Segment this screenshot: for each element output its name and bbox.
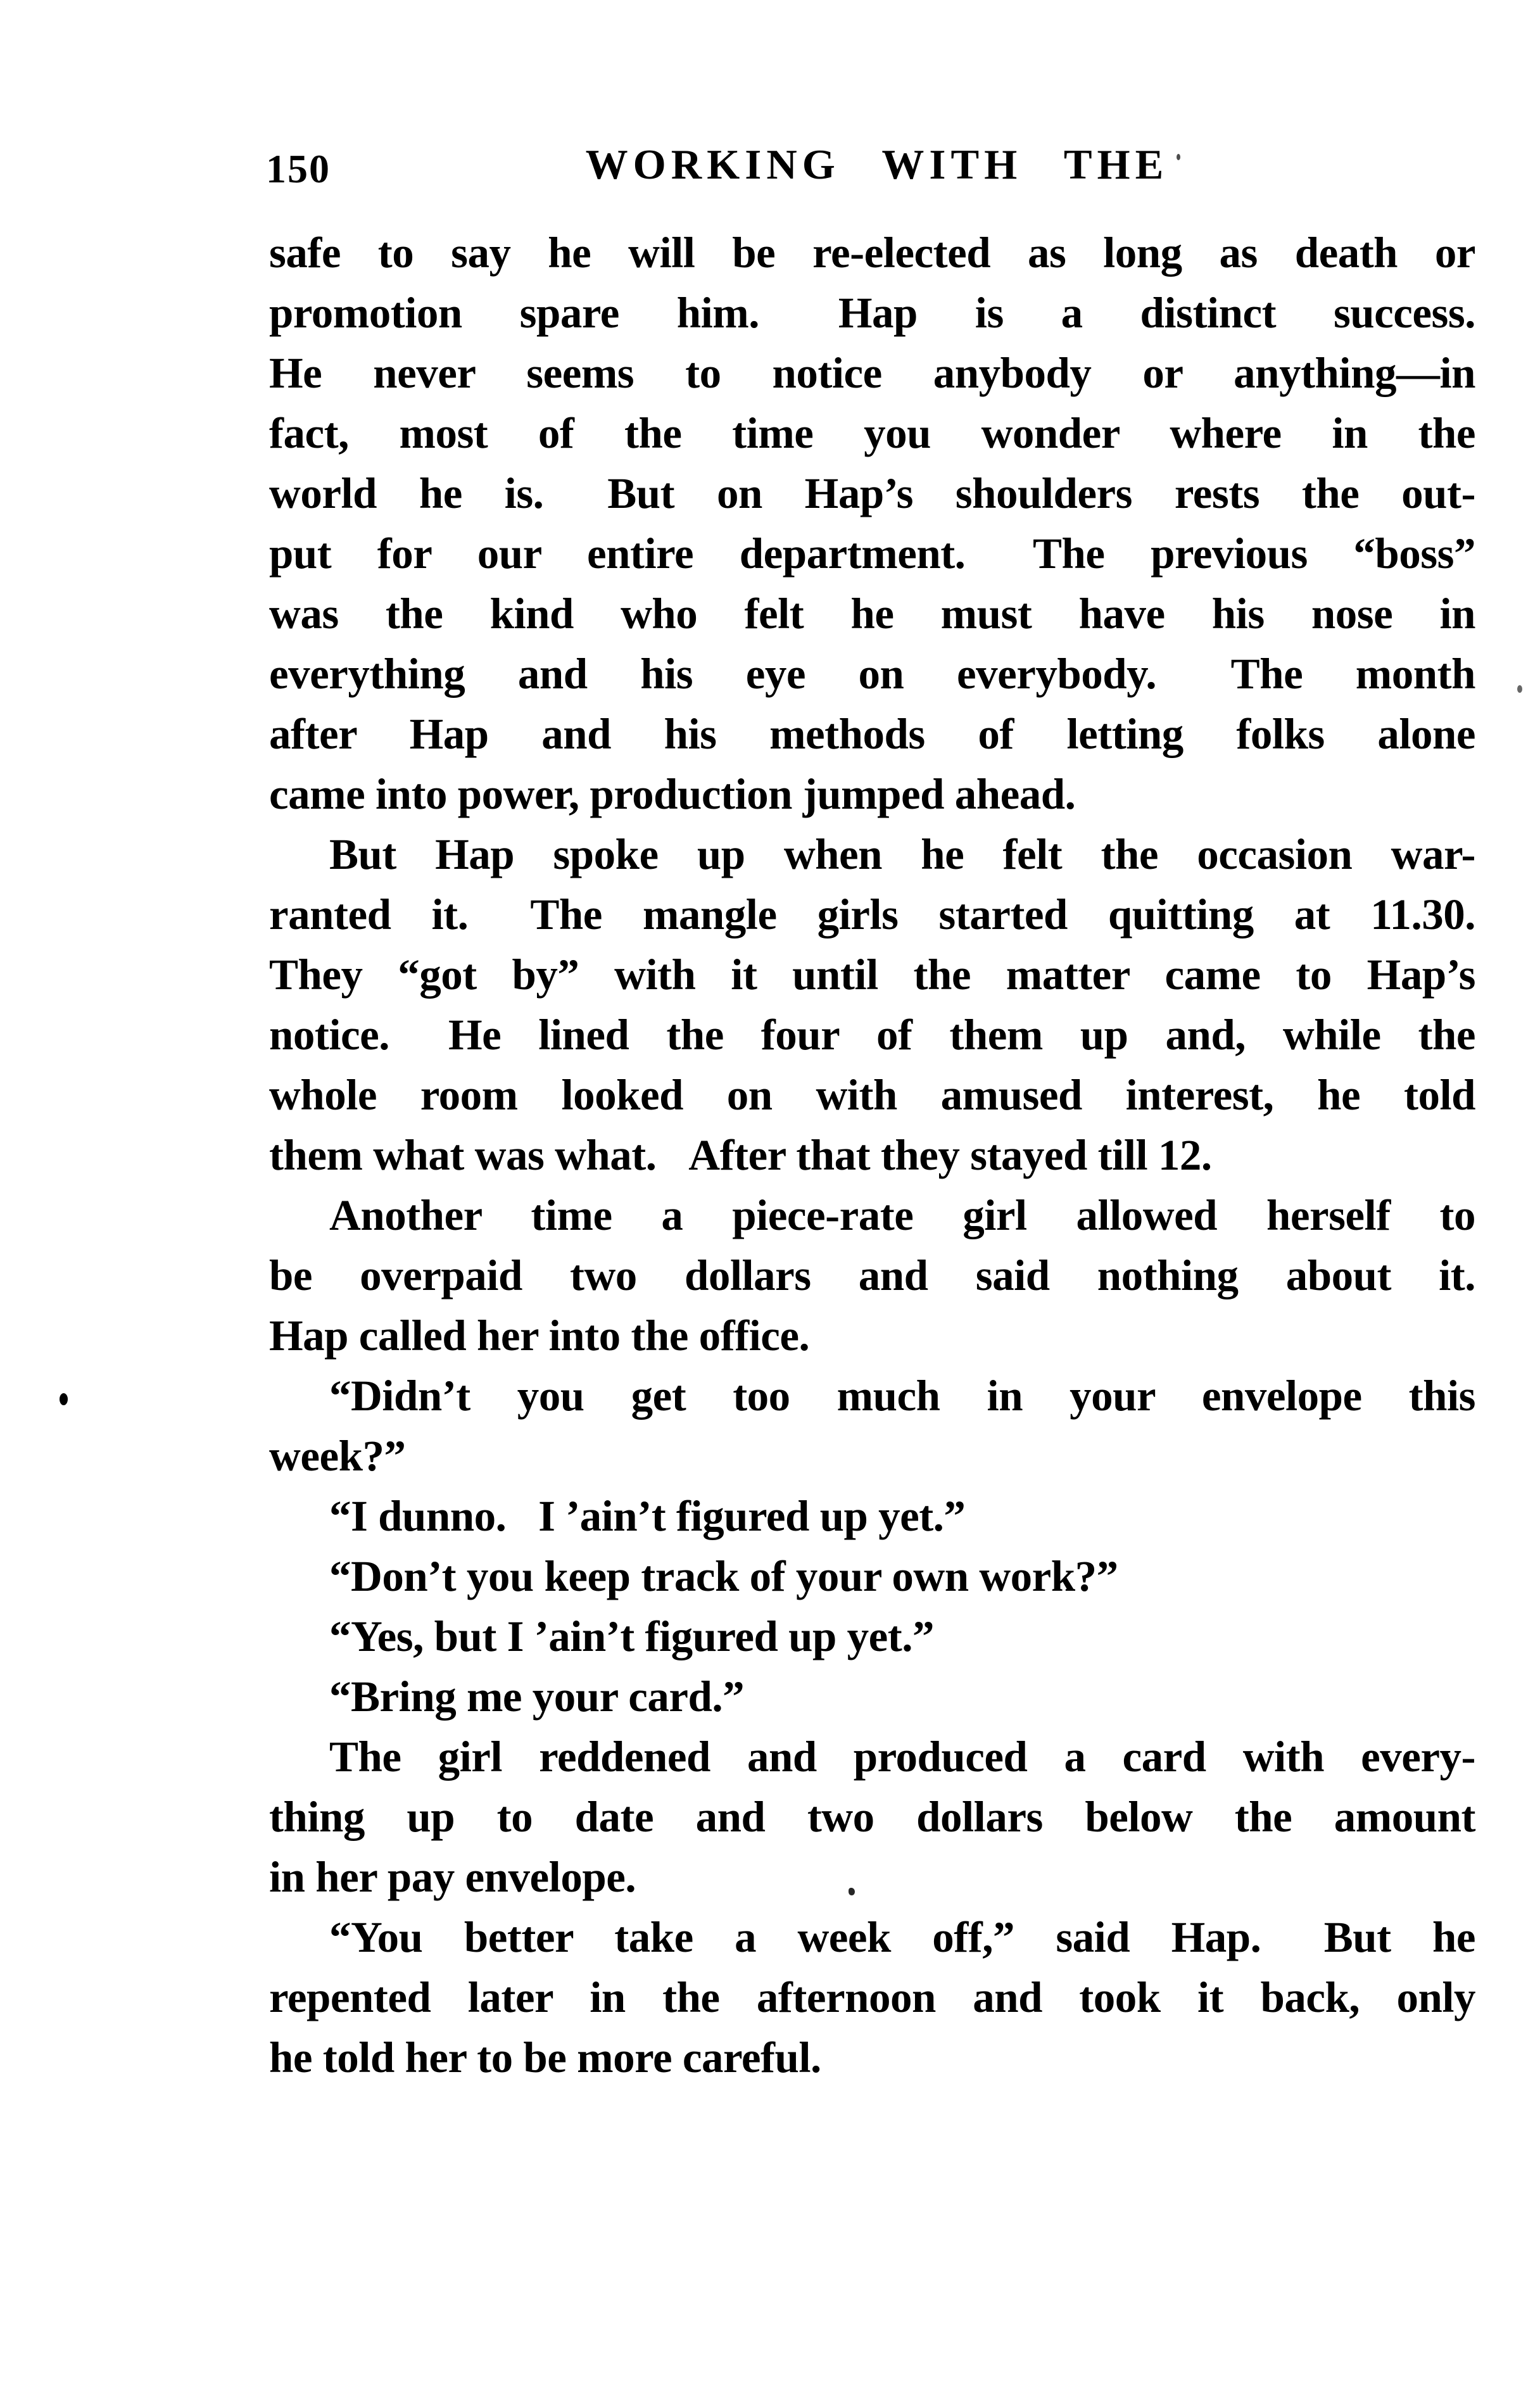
ink-speck: [1517, 685, 1522, 693]
text-line: “I dunno. I ’ain’t figured up yet.”: [329, 1492, 966, 1540]
text-line: But Hap spoke up when he felt the occasion war-: [329, 830, 1475, 878]
text-line: They “got by” with it until the matter came to Hap’s: [269, 951, 1475, 999]
text-line: “Don’t you keep track of your own work?”: [329, 1552, 1118, 1600]
text-line: “Bring me your card.”: [329, 1672, 745, 1721]
text-line: whole room looked on with amused interest, he told: [269, 1071, 1475, 1119]
text-line: world he is. But on Hap’s shoulders rests the out-: [269, 469, 1475, 517]
text-line: put for our entire department. The previous “boss”: [269, 529, 1475, 578]
text-line: repented later in the afternoon and took it back, only: [269, 1973, 1475, 2021]
text-line: them what was what. After that they stayed till 12.: [269, 1131, 1212, 1179]
ink-speck: [849, 1888, 855, 1895]
text-line: Another time a piece-rate girl allowed herself to: [329, 1191, 1475, 1239]
ink-speck: [1177, 154, 1180, 160]
text-line: be overpaid two dollars and said nothing about it.: [269, 1251, 1475, 1299]
text-line: He never seems to notice anybody or anything—in: [269, 349, 1475, 397]
text-line: fact, most of the time you wonder where in the: [269, 409, 1475, 457]
text-line: “Yes, but I ’ain’t figured up yet.”: [329, 1612, 934, 1660]
text-line: safe to say he will be re-elected as long as death or: [269, 229, 1475, 277]
page-number: 150: [266, 146, 331, 191]
text-line: The girl reddened and produced a card with every-: [329, 1733, 1475, 1781]
text-line: ranted it. The mangle girls started quitting at 11.30.: [269, 890, 1475, 939]
text-line: “You better take a week off,” said Hap. But he: [329, 1913, 1475, 1961]
text-line: thing up to date and two dollars below the amount: [269, 1793, 1475, 1841]
text-line: everything and his eye on everybody. The month: [269, 650, 1475, 698]
text-line: after Hap and his methods of letting folks alone: [269, 710, 1475, 758]
text-line: came into power, production jumped ahead.: [269, 770, 1076, 818]
ink-speck: [60, 1393, 68, 1405]
running-title: WORKING WITH THE: [585, 141, 1169, 188]
text-line: promotion spare him. Hap is a distinct success.: [269, 289, 1475, 337]
text-line: in her pay envelope.: [269, 1853, 636, 1901]
body-text: [269, 223, 1475, 2088]
page-header: [0, 141, 1540, 198]
text-line: week?”: [269, 1432, 406, 1480]
text-line: was the kind who felt he must have his nose in: [269, 590, 1475, 638]
text-line: he told her to be more careful.: [269, 2033, 821, 2082]
text-line: notice. He lined the four of them up and, while the: [269, 1011, 1475, 1059]
text-line: “Didn’t you get too much in your envelope this: [329, 1372, 1475, 1420]
text-line: Hap called her into the office.: [269, 1312, 810, 1360]
